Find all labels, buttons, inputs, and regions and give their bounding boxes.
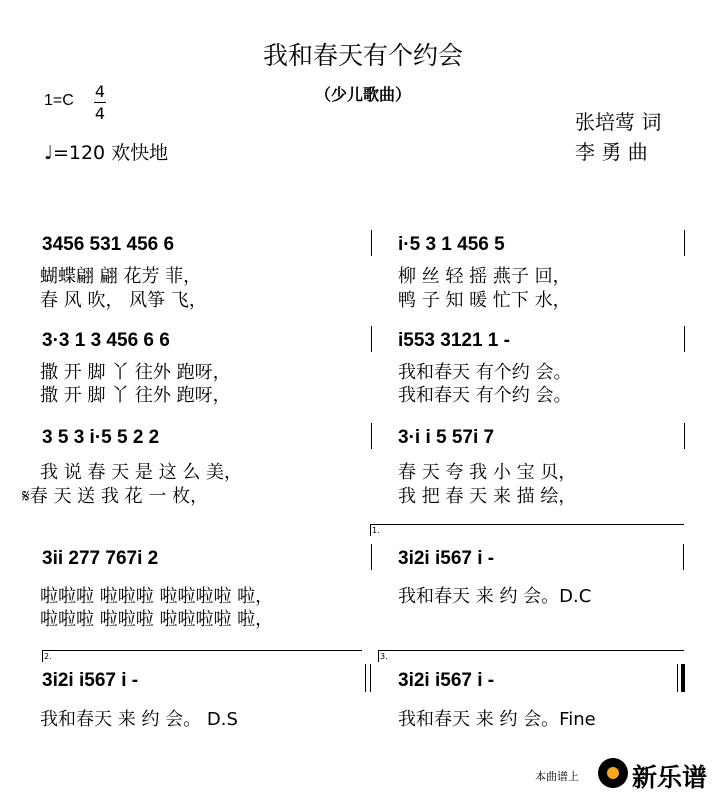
lyric-row2-b1: 我和春天 有个约 会。 bbox=[398, 362, 572, 383]
notes-row1-a: 3456 531 456 6 bbox=[42, 234, 175, 255]
lyric-row1-a2: 春 风 吹， 风筝 飞， bbox=[40, 290, 207, 311]
notes-row2-a: 3·3 1 3 456 6 6 bbox=[42, 330, 170, 351]
lyric-row2-a1: 撒 开 脚 丫 往外 跑呀， bbox=[40, 362, 231, 383]
song-title: 我和春天有个约会 bbox=[262, 41, 463, 70]
lyric-row1-b2: 鸭 子 知 暖 忙下 水， bbox=[398, 290, 571, 311]
lyric-row5-b1: 我和春天 来 约 会。Fine bbox=[398, 709, 596, 730]
lyric-row2-a2: 撒 开 脚 丫 往外 跑呀， bbox=[40, 385, 231, 406]
lyric-row5-a1: 我和春天 来 约 会。 D.S bbox=[40, 709, 238, 730]
time-sig-bottom: 4 bbox=[94, 104, 106, 123]
volta-first: 1. bbox=[372, 526, 380, 535]
song-subtitle: （少儿歌曲） bbox=[314, 85, 411, 104]
notes-row1-b: i·5 3 1 456 5 bbox=[398, 234, 505, 255]
lyric-row2-b2: 我和春天 有个约 会。 bbox=[398, 385, 572, 406]
notes-row3-b: 3·i i 5 57i 7 bbox=[398, 427, 495, 448]
lyric-row3-b1: 春 天 夸 我 小 宝 贝， bbox=[398, 462, 577, 483]
time-sig-top: 4 bbox=[94, 82, 106, 101]
time-signature bbox=[94, 82, 106, 123]
notes-row5-a: 3i2i i567 i - bbox=[42, 670, 139, 691]
lyric-row1-a1: 蝴蝶翩 翩 花芳 菲， bbox=[40, 266, 202, 287]
lyric-row3-a2: 𝄋春 天 送 我 花 一 枚， bbox=[22, 486, 209, 507]
lyric-row3-a1: 我 说 春 天 是 这 么 美， bbox=[40, 462, 243, 483]
lyric-row3-b2: 我 把 春 天 来 描 绘， bbox=[398, 486, 577, 507]
lyric-row1-b1: 柳 丝 轻 摇 燕子 回， bbox=[398, 266, 571, 287]
lyricist-credit: 张培莺 词 bbox=[575, 110, 662, 134]
tempo-marking: ♩=120 欢快地 bbox=[44, 142, 169, 164]
notes-row3-a: 3 5 3 i·5 5 2 2 bbox=[42, 427, 160, 448]
lyric-row4-b1: 我和春天 来 约 会。D.C bbox=[398, 586, 592, 607]
lyric-row4-a2: 啦啦啦 啦啦啦 啦啦啦啦 啦， bbox=[40, 609, 274, 630]
key-signature: 1=C bbox=[44, 92, 74, 109]
volta-second: 2. bbox=[44, 652, 52, 661]
record-logo-icon bbox=[598, 758, 628, 788]
brand-name: 新乐谱 bbox=[632, 763, 708, 792]
volta-third: 3. bbox=[380, 652, 388, 661]
lyric-row4-a1: 啦啦啦 啦啦啦 啦啦啦啦 啦， bbox=[40, 586, 274, 607]
footer-upload-text: 本曲谱上 bbox=[535, 770, 579, 783]
notes-row4-a: 3ii 277 767i 2 bbox=[42, 548, 159, 569]
notes-row5-b: 3i2i i567 i - bbox=[398, 670, 495, 691]
notes-row2-b: i553 3121 1 - bbox=[398, 330, 510, 351]
notes-row4-b: 3i2i i567 i - bbox=[398, 548, 495, 569]
composer-credit: 李 勇 曲 bbox=[575, 140, 648, 164]
